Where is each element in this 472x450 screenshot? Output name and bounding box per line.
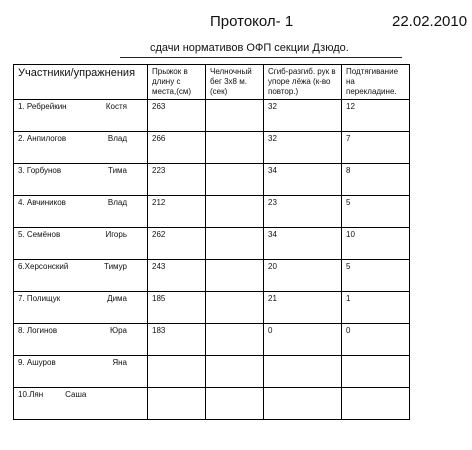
pullups-cell: 7: [342, 132, 410, 164]
participant-surname: 4. Авчиников: [18, 198, 66, 207]
participant-cell: [14, 388, 148, 420]
protocol-title: Протокол- 1: [210, 13, 294, 30]
participant-first-name: Влад: [107, 134, 127, 143]
long-jump-cell: 266: [148, 132, 206, 164]
pushups-cell: [264, 356, 342, 388]
pullups-cell: 8: [342, 164, 410, 196]
participant-first-name: Саша: [65, 390, 87, 399]
participant-surname: 7. Полищук: [18, 294, 61, 303]
participant-first-name: Юра: [110, 326, 127, 335]
protocol-date: 22.02.2010: [392, 13, 468, 30]
pushups-cell: 32: [264, 100, 342, 132]
participant-surname: 10.Лян: [18, 390, 44, 399]
participant-first-name: Влад: [107, 198, 127, 207]
long-jump-cell: 185: [148, 292, 206, 324]
protocol-subtitle: сдачи нормативов ОФП секции Дзюдо.: [150, 42, 349, 54]
long-jump-cell: 243: [148, 260, 206, 292]
shuttle-run-cell: [206, 100, 264, 132]
pullups-cell: 1: [342, 292, 410, 324]
pushups-cell: [264, 388, 342, 420]
participant-first-name: Тима: [108, 166, 127, 175]
long-jump-cell: 262: [148, 228, 206, 260]
participant-cell: [14, 356, 148, 388]
pullups-cell: 10: [342, 228, 410, 260]
pushups-cell: 0: [264, 324, 342, 356]
shuttle-run-cell: [206, 196, 264, 228]
participant-cell: [14, 260, 148, 292]
long-jump-cell: [148, 388, 206, 420]
table-row: [14, 164, 410, 196]
shuttle-run-cell: [206, 292, 264, 324]
participant-cell: [14, 196, 148, 228]
table-row: [14, 324, 410, 356]
column-header-pullups: Подтягивание на перекладине.: [342, 65, 410, 100]
participant-first-name: Яна: [112, 358, 127, 367]
shuttle-run-cell: [206, 324, 264, 356]
long-jump-cell: [148, 356, 206, 388]
long-jump-cell: 183: [148, 324, 206, 356]
shuttle-run-cell: [206, 164, 264, 196]
participant-first-name: Тимур: [104, 262, 127, 271]
pushups-cell: 20: [264, 260, 342, 292]
participant-cell: [14, 132, 148, 164]
participant-cell: [14, 292, 148, 324]
participant-surname: 3. Горбунов: [18, 166, 62, 175]
participant-cell: [14, 228, 148, 260]
participant-first-name: Костя: [105, 102, 127, 111]
table-row: [14, 196, 410, 228]
table-row: [14, 100, 410, 132]
pushups-cell: 32: [264, 132, 342, 164]
participant-first-name: Дима: [107, 294, 127, 303]
pullups-cell: [342, 388, 410, 420]
shuttle-run-cell: [206, 228, 264, 260]
column-header-pushups: Сгиб-разгиб. рук в упоре лёжа (к-во повтор.): [264, 65, 342, 100]
pullups-cell: 0: [342, 324, 410, 356]
pushups-cell: 23: [264, 196, 342, 228]
participant-cell: [14, 100, 148, 132]
long-jump-cell: 263: [148, 100, 206, 132]
participant-surname: 8. Логинов: [18, 326, 58, 335]
table-header-row: [14, 65, 410, 100]
participant-first-name: Игорь: [105, 230, 127, 239]
column-header-long-jump: Прыжок в длину с места,(см): [148, 65, 206, 100]
column-header-shuttle-run: Челночный бег 3х8 м. (сек): [206, 65, 264, 100]
participant-cell: [14, 324, 148, 356]
table-row: [14, 260, 410, 292]
long-jump-cell: 212: [148, 196, 206, 228]
shuttle-run-cell: [206, 356, 264, 388]
pushups-cell: 34: [264, 164, 342, 196]
long-jump-cell: 223: [148, 164, 206, 196]
pushups-cell: 21: [264, 292, 342, 324]
participant-surname: 5. Семёнов: [18, 230, 61, 239]
shuttle-run-cell: [206, 132, 264, 164]
table-row: [14, 228, 410, 260]
table-row: [14, 356, 410, 388]
shuttle-run-cell: [206, 388, 264, 420]
shuttle-run-cell: [206, 260, 264, 292]
table-row: [14, 388, 410, 420]
pullups-cell: 5: [342, 196, 410, 228]
participant-surname: 6.Херсонский: [18, 262, 69, 271]
participant-surname: 9. Ашуров: [18, 358, 56, 367]
subtitle-underline: [120, 57, 402, 58]
pushups-cell: 34: [264, 228, 342, 260]
pullups-cell: 5: [342, 260, 410, 292]
participant-cell: [14, 164, 148, 196]
participant-surname: 1. Ребрейкин: [18, 102, 67, 111]
results-table: [13, 64, 410, 420]
pullups-cell: [342, 356, 410, 388]
pullups-cell: 12: [342, 100, 410, 132]
participant-surname: 2. Анпилогов: [18, 134, 67, 143]
column-header-participants: Участники/упражнения: [14, 65, 148, 100]
table-row: [14, 132, 410, 164]
table-row: [14, 292, 410, 324]
